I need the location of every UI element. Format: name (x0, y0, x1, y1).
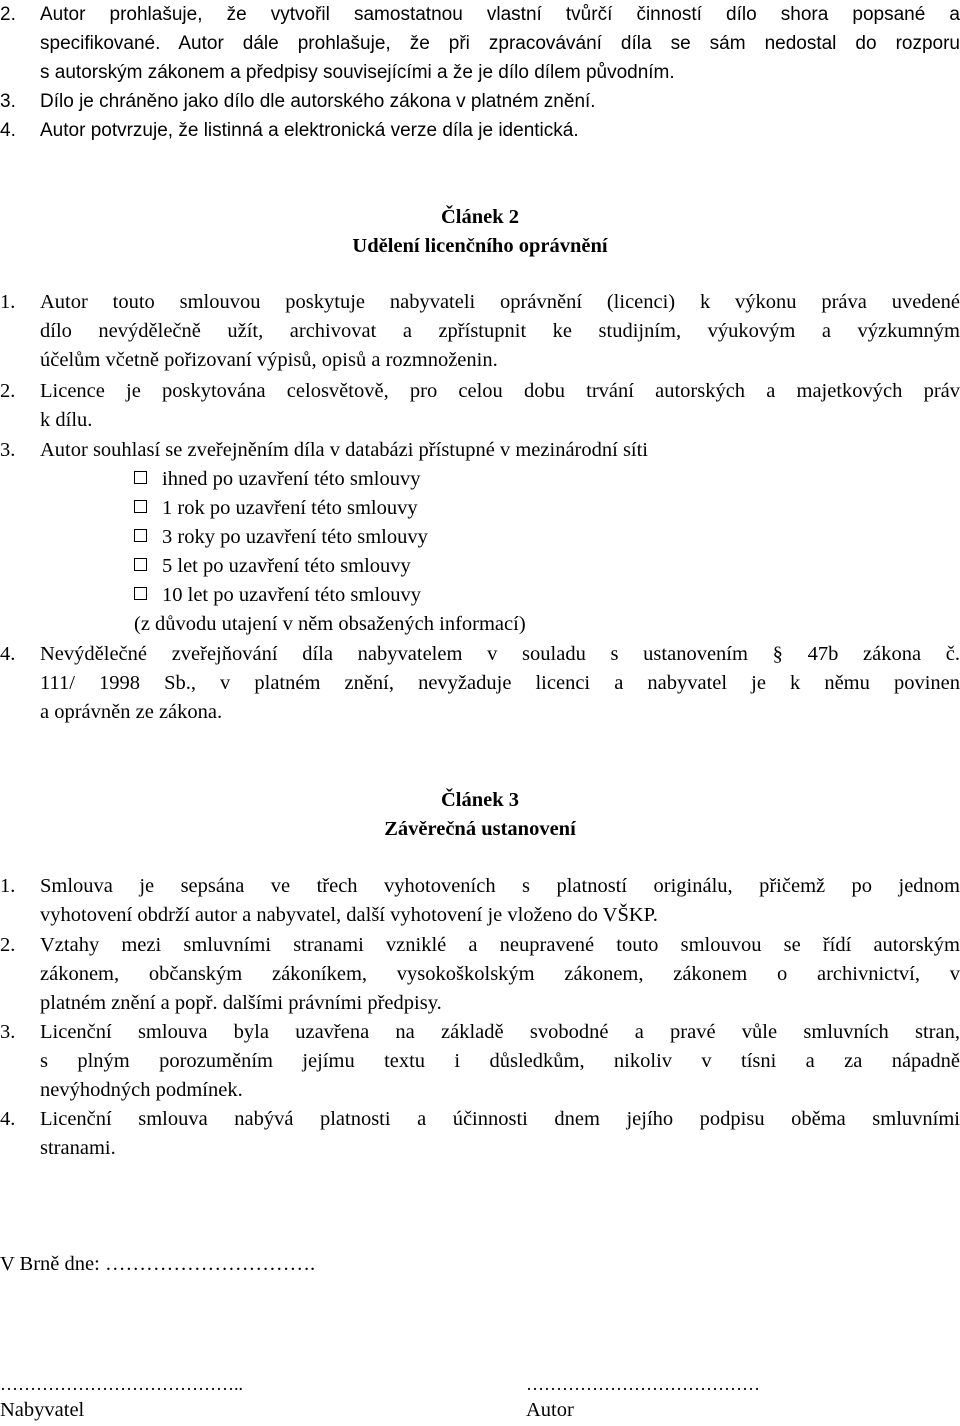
article-3-item-1 (0, 874, 960, 924)
nabyvatel-label: Nabyvatel (0, 1399, 85, 1421)
publication-option[interactable] (134, 583, 421, 607)
article-2-title: Článek 2 (440, 206, 520, 228)
item-3 (0, 90, 960, 114)
item-number: 2. (0, 380, 16, 402)
option-label: 1 rok po uzavření této smlouvy (162, 497, 418, 519)
text-line: Licenční smlouva byla uzavřena na základě svobodné a pravé vůle smluvních stran, (40, 1021, 960, 1043)
item-number: 4. (0, 1108, 16, 1130)
publication-option[interactable] (134, 554, 411, 578)
text-line: Smlouva je sepsána ve třech vyhotoveních s platností originálu, přičemž po jednom (40, 875, 960, 897)
text-line: Autor souhlasí se zveřejněním díla v databázi přístupné v mezinárodní síti (40, 439, 649, 461)
text-line: a oprávněn ze zákona. (40, 701, 223, 723)
text-line: účelům včetně pořizovaní výpisů, opisů a rozmnoženin. (40, 349, 498, 371)
option-label: ihned po uzavření této smlouvy (162, 468, 421, 490)
options-note: (z důvodu utajení v něm obsažených informací) (134, 613, 526, 635)
article-3-item-3 (0, 1020, 960, 1100)
publication-option[interactable] (134, 467, 420, 491)
option-checkbox[interactable] (134, 500, 147, 513)
text-line: Vztahy mezi smluvními stranami vzniklé a neupravené touto smlouvou se řídí autorským (40, 934, 960, 956)
text-line: dílo nevýdělečně užít, archivovat a zpřístupnit ke studijním, výukovým a výzkumným (40, 320, 960, 342)
option-label: 10 let po uzavření této smlouvy (162, 584, 422, 606)
text-line: Licenční smlouva nabývá platnosti a účinnosti dnem jejího podpisu oběma smluvními (40, 1108, 960, 1130)
text-line: Autor potvrzuje, že listinná a elektronická verze díla je identická. (40, 120, 579, 141)
option-checkbox[interactable] (134, 558, 147, 571)
text-line: Nevýdělečné zveřejňování díla nabyvatelem v souladu s ustanovením § 47b zákona č. (40, 643, 960, 665)
item-number: 1. (0, 875, 16, 897)
article-2-item-2 (0, 379, 960, 429)
article-2-item-3 (0, 438, 960, 462)
item-2 (0, 3, 960, 83)
article-2-item-4 (0, 642, 960, 722)
article-2-item-1 (0, 290, 960, 370)
article-3-item-2 (0, 933, 960, 1013)
item-number: 1. (0, 291, 16, 313)
article-3-subtitle: Závěrečná ustanovení (384, 818, 576, 840)
text-line: vyhotovení obdrží autor a nabyvatel, další vyhotovení je vloženo do VŠKP. (40, 904, 658, 926)
place-date-line: V Brně dne: …………………………. (0, 1253, 316, 1275)
text-line: zákonem, občanským zákoníkem, vysokoškolským zákonem, zákonem o archivnictví, v (40, 963, 960, 985)
autor-signature-line: ………………………………… (526, 1374, 760, 1394)
publication-option[interactable] (134, 525, 428, 549)
item-number: 4. (0, 643, 16, 665)
text-line: specifikované. Autor dále prohlašuje, že při zpracovávání díla se sám nedostal do rozporu (40, 33, 960, 54)
text-line: k dílu. (40, 409, 93, 431)
item-number: 3. (0, 91, 16, 112)
text-line: 111/ 1998 Sb., v platném znění, nevyžaduje licenci a nabyvatel je k němu povinen (40, 672, 960, 694)
text-line: s autorským zákonem a předpisy souvisejícími a že je dílo dílem původním. (40, 62, 675, 83)
text-line: platném znění a popř. dalšími právními předpisy. (40, 992, 442, 1014)
option-label: 3 roky po uzavření této smlouvy (162, 526, 428, 548)
text-line: Autor touto smlouvou poskytuje nabyvateli oprávnění (licenci) k výkonu práva uvedené (40, 291, 960, 313)
item-number: 2. (0, 4, 16, 25)
nabyvatel-signature-line: ………………………………….. (0, 1374, 243, 1394)
text-line: stranami. (40, 1137, 116, 1159)
article-2-subtitle: Udělení licenčního oprávnění (352, 235, 608, 257)
option-label: 5 let po uzavření této smlouvy (162, 555, 411, 577)
text-line: Autor prohlašuje, že vytvořil samostatnou vlastní tvůrčí činností dílo shora popsané a (40, 4, 960, 25)
article-3-title: Článek 3 (440, 789, 520, 811)
article-3-item-4 (0, 1107, 960, 1157)
item-number: 2. (0, 934, 16, 956)
text-line: Licence je poskytována celosvětově, pro celou dobu trvání autorských a majetkových práv (40, 380, 960, 402)
item-number: 3. (0, 439, 16, 461)
text-line: s plným porozuměním jejímu textu i důsledkům, nikoliv v tísni a za nápadně (40, 1050, 960, 1072)
item-4 (0, 119, 960, 143)
option-checkbox[interactable] (134, 529, 147, 542)
text-line: nevýhodných podmínek. (40, 1079, 243, 1101)
option-checkbox[interactable] (134, 587, 147, 600)
publication-option[interactable] (134, 496, 418, 520)
text-line: Dílo je chráněno jako dílo dle autorského zákona v platném znění. (40, 91, 596, 112)
item-number: 4. (0, 120, 16, 141)
item-number: 3. (0, 1021, 16, 1043)
option-checkbox[interactable] (134, 471, 147, 484)
autor-label: Autor (526, 1399, 574, 1421)
